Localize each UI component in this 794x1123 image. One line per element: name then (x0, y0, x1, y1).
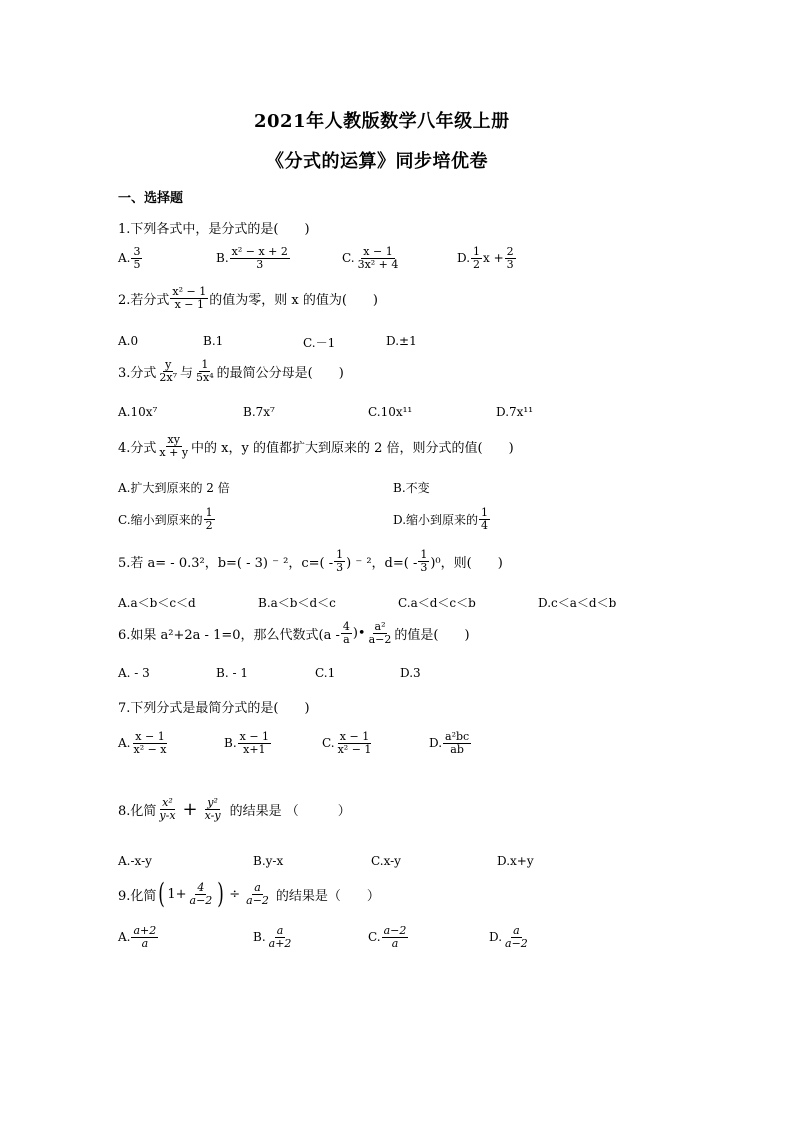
q7-option-a: A. $\frac{x - 1}{\text{x² − x}}$ (118, 730, 167, 756)
q8-option-b: B.y-x (253, 854, 284, 868)
q9-option-b: B. $\frac{a}{a+2}$ (253, 924, 292, 950)
q7-option-b: B. $\frac{x - 1}{x+1}$ (224, 730, 270, 756)
question-6-stem: 6.如果 a²+2a - 1=0，那么代数式(a - $\frac{4}{a}$ )• $\frac{\text{a²}}{a-2}$ 的值是( ) (118, 620, 470, 646)
q7-option-d: D. $\frac{\text{a²bc}}{ab}$ (429, 730, 470, 756)
q7-option-c: C. $\frac{x - 1}{\text{x² − 1}}$ (322, 730, 372, 756)
document-subtitle: 《分式的运算》同步培优卷 (266, 151, 488, 172)
q1-option-a: A. $\frac{3}{5}$ (118, 245, 141, 271)
q3-option-c: C.10x¹¹ (368, 405, 413, 419)
q2-option-d: D.±1 (386, 334, 417, 348)
section-heading: 一、选择题 (118, 191, 184, 206)
q4-option-a: A.扩大到原来的 2 倍 (118, 481, 230, 495)
q5-option-a: A.a＜b＜c＜d (118, 596, 196, 610)
q5-option-d: D.c＜a＜d＜b (538, 596, 617, 610)
q4-option-c: C.缩小到原来的 $\frac{1}{2}$ (118, 506, 213, 532)
q3-option-d: D.7x¹¹ (496, 405, 534, 419)
q1-option-c: C. $\frac{x - 1}{\text{3x² + 4}}$ (342, 245, 399, 271)
q6-option-d: D.3 (400, 666, 421, 680)
document-title: 2021年人教版数学八年级上册 (254, 111, 510, 132)
q4-option-d: D.缩小到原来的 $\frac{1}{4}$ (393, 506, 489, 532)
q9-option-c: C. $\frac{a-2}{a}$ (368, 924, 407, 950)
q2-option-c: C.－1 (303, 336, 336, 350)
question-4-stem: 4.分式 $\frac{xy}{x + y}$ 中的 x，y 的值都扩大到原来的 2 倍，则分式的值( ) (118, 433, 514, 459)
question-3-stem: 3.分式 $\frac{y}{\text{2x⁷}}$ 与 $\frac{1}{\text{5x⁴}}$ 的最简公分母是( ) (118, 358, 344, 384)
q6-option-a: A. - 3 (118, 666, 150, 680)
q8-option-c: C.x-y (371, 854, 401, 868)
q8-option-d: D.x+y (497, 854, 534, 868)
question-9-stem: 9.化简 ( 1+ $\frac{4}{a-2}$ ) ÷ $\frac{a}{a-2}$ 的结果是（ ） (118, 877, 380, 910)
q6-option-c: C.1 (315, 666, 336, 680)
question-8-stem: 8.化简 $\frac{\text{x²}}{y-x}$ + $\frac{\text{y²}}{x-y}$ 的结果是 （ ） (118, 796, 351, 822)
q5-option-b: B.a＜b＜d＜c (258, 596, 336, 610)
q8-option-a: A.-x-y (118, 854, 152, 868)
q4-option-b: B.不变 (393, 481, 430, 495)
q2-option-a: A.0 (118, 334, 139, 348)
q6-option-b: B. - 1 (216, 666, 248, 680)
question-5-stem: 5.若 a= - 0.3²，b=( - 3) ⁻ ²，c=( - $\frac{1}{3}$ ) ⁻ ²，d=( - $\frac{1}{3}$ )⁰，则( ) (118, 548, 503, 574)
question-7-stem: 7.下列分式是最简分式的是( ) (118, 701, 310, 716)
q1-option-d: D. $\frac{1}{2}$ x + $\frac{2}{3}$ (457, 245, 514, 271)
q9-option-d: D. $\frac{a}{a-2}$ (489, 924, 528, 950)
q1-option-b: B. $\frac{\text{x² − x + 2}}{3}$ (216, 245, 288, 271)
q2-option-b: B.1 (203, 334, 224, 348)
q3-option-a: A.10x⁷ (118, 405, 158, 419)
q3-option-b: B.7x⁷ (243, 405, 275, 419)
question-1-stem: 1.下列各式中，是分式的是( ) (118, 222, 310, 237)
q5-option-c: C.a＜d＜c＜b (398, 596, 476, 610)
question-2-stem: 2.若分式 $\frac{\text{x² − 1}}{x - 1}$ 的值为零，则 x 的值为( ) (118, 285, 378, 311)
q9-option-a: A. $\frac{a+2}{a}$ (118, 924, 157, 950)
